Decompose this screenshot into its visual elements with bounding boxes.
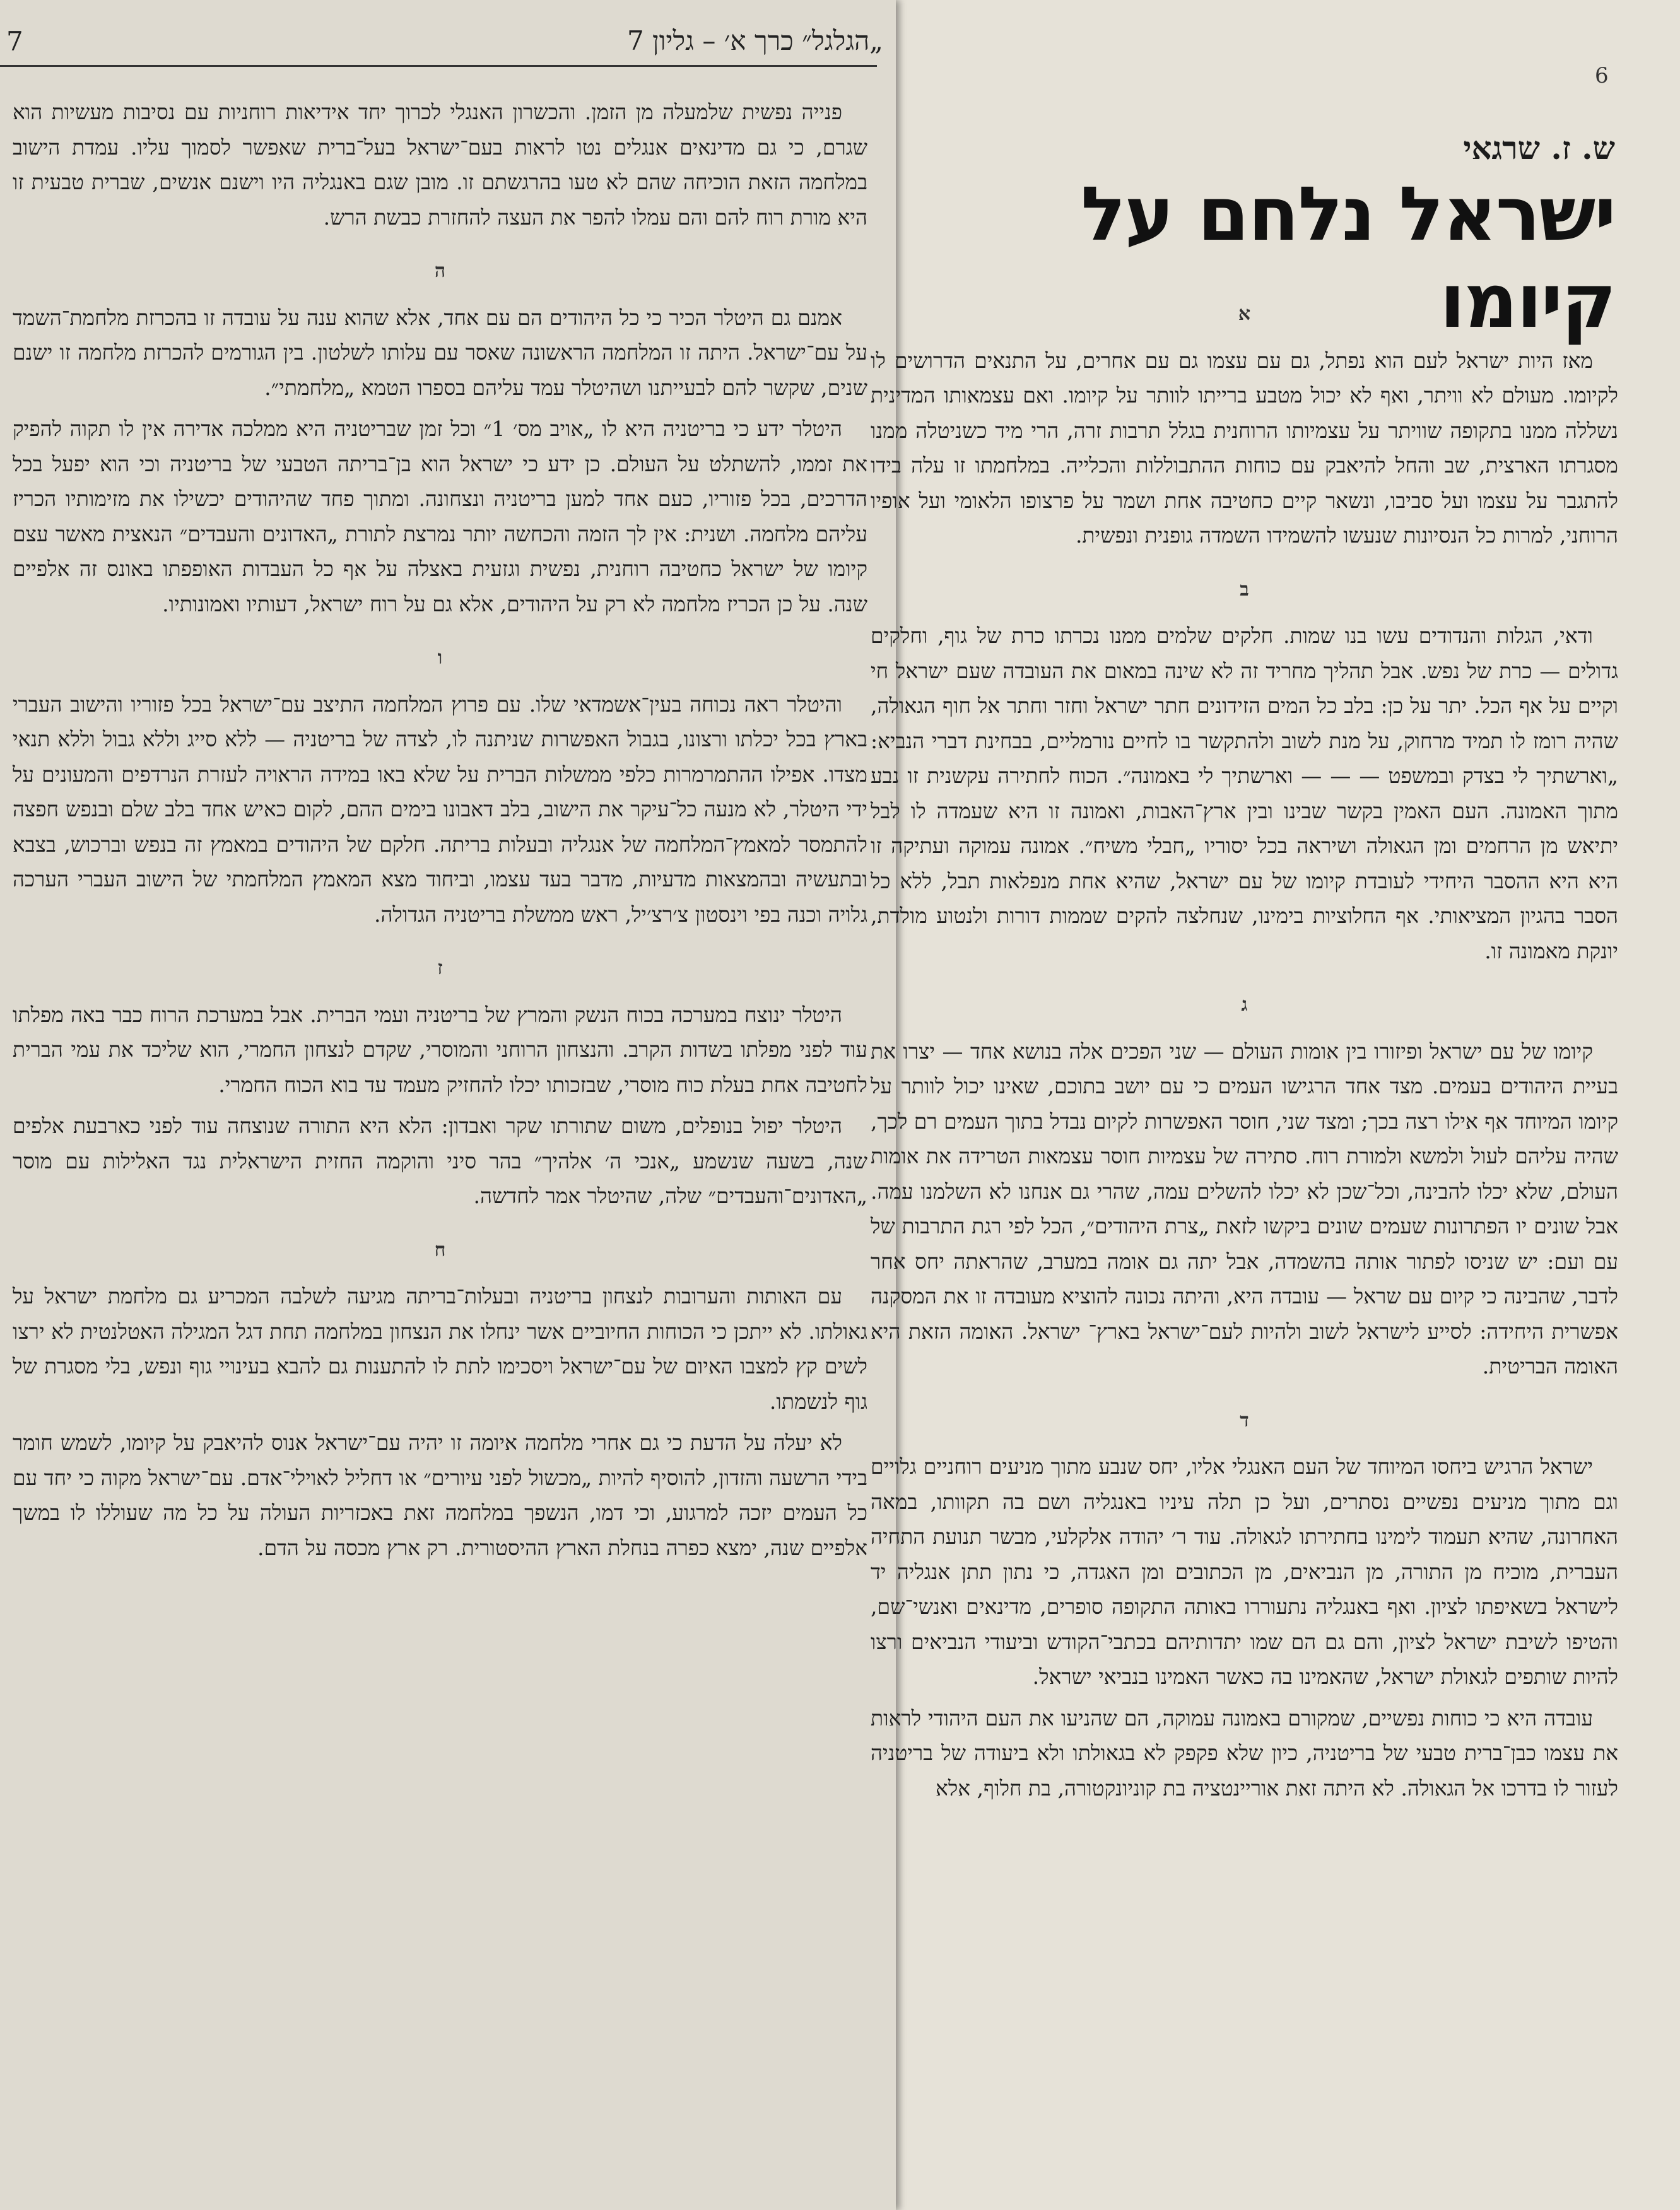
- body-paragraph: והיטלר ראה נכוחה בעין־אשמדאי שלו. עם פרוץ המלחמה התיצב עם־ישראל בכל פזוריו והישוב העברי בארץ בכל יכלתו ורצונו, בגבול האפשרות שניתנה לו, לצדה של בריטניה — ללא סייג וללא גבול וללא תנאי מצדו. אפילו ההתמרמרות כלפי ממשלות הברית על שלא באו במידה הראויה לעזרת הנרדפים והמעונים על ידי היטלר, לא מנעה כל־עיקר את הישוב, בלב דאבונו בימים ההם, לקום כאיש אחד בלב שלם ובנפש חפצה להתמסר למאמץ־המלחמה של אנגליה ובעלות בריתה. חלקם של היהודים במאמץ זה בנפש וברכוש, בצבא ובתעשיה ובהמצאות מדעיות, מדבר בעד עצמו, וביחוד מצא המאמץ המלחמתי של הישוב העברי הערכה גלויה וכנה בפי וינסטון צ׳רצ׳יל, ראש ממשלת בריטניה הגדולה.: [13, 691, 867, 927]
- page-number-right: 6: [1595, 63, 1609, 88]
- section-heading: ז: [437, 957, 443, 979]
- body-paragraph: היטלר ידע כי בריטניה היא לו „אויב מס׳ 1״ וכל זמן שבריטניה היא ממלכה אדירה אין לו תקוה להפיק את זממו, להשתלט על העולם. כן ידע כי ישראל הוא בן־בריתה הטבעי של בריטניה וכי הוא יפעל בכל הדרכים, בכל פזוריו, כעם אחד למען בריטניה ונצחונה. ומתוך פחד שהיהודים יכשילו את מזימותיו הכריז עליהם מלחמה. ושנית: אין לך הזמה והכחשה יותר נמרצת לתורת „האדונים והעבדים״ הנאצית מאשר עצם קיומו של ישראל כחטיבה רוחנית, נפשית וגזעית באצלה על אף כל העבדות האופפתו באונס זה אלפיים שנה. על כן הכריז מלחמה לא רק על היהודים, אלא גם על רוח ישראל, דעותיו ואמונותיו.: [13, 416, 867, 616]
- body-paragraph: היטלר ינוצח במערכה בכוח הנשק והמרץ של בריטניה ועמי הברית. אבל במערכת הרוח כבר באה מפלתו עוד לפני מפלתו בשדות הקרב. והנצחון הרוחני והמוסרי, שקדם לנצחון החמרי, הוא שליכד את עמי הברית לחטיבה אחת בעלת כוח מוסרי, שבזכותו יכלו להחזיק מעמד עד בוא הכוח החמרי.: [13, 1002, 867, 1097]
- body-paragraph: פנייה נפשית שלמעלה מן הזמן. והכשרון האנגלי לכרוך יחד אידיאות רוחניות עם נסיבות מעשיות הוא שגרם, כי גם מדינאים אנגלים נטו לראות בעם־ישראל בעל־ברית שאפשר לסמוך עליו. עמדת הישוב במלחמה הזאת הוכיחה שהם לא טעו בהרגשתם זו. מובן שגם באנגליה היו וישנם אנשים, שברית טבעית זו היא מורת רוח להם והם עמלו להפר את העצה להחזרת כבשת הרש.: [13, 100, 867, 230]
- body-paragraph: מאז היות ישראל לעם הוא נפתל, גם עם עצמו גם עם אחרים, על התנאים הדרושים לו לקיומו. מעולם לא וויתר, ואף לא יכול מטבע ברייתו לוותר על קיומו. ואם עצמאותו המדינית נשללה ממנו בתקופה שוויתר על עצמיותו הרוחנית בגלל תרבות זרה, הרי מיד כשניטלה ממנו מסגרתו הארצית, שב והחל להיאבק עם כוחות ההתבוללות והכלייה. במלחמתו זו עלה בידו להתגבר על עצמו ועל סביבו, ונשאר קיים כחטיבה אחת ושמר על פרצופו הלאומי ועל אופיו הרוחני, למרות כל הנסיונות שנעשו להשמידו השמדה גופנית ונפשית.: [871, 348, 1618, 548]
- body-paragraph: ודאי, הגלות והנדודים עשו בנו שמות. חלקים שלמים ממנו נכרתו כרת של גוף, וחלקים גדולים — כרת של נפש. אבל תהליך מחריד זה לא שינה במאום את העובדה שעם ישראל חי וקיים על אף הכל. יתר על כן: בלב כל המים הזידונים חתר ישראל וחזר וחתר אל חוף הגאולה, שהיה רומז לו תמיד מרחוק, על מנת לשוב ולהתקשר בו לחיים נורמליים, בבחינת דברי הנביא: „וארשתיך לי בצדק ובמשפט — — — וארשתיך לי באמונה״. הכוח לחתירה עקשנית זו נבע מתוך האמונה. העם האמין בקשר שבינו ובין ארץ־האבות, ואמונה זו היא שעמדה לו לבל יתיאש מן הרחמים ומן הגאולה ושיראה בכל יסוריו „חבלי משיח״. אמונה עמוקה ועתיקה זו היא היא ההסבר היחידי לעובדת קיומו של עם ישראל, שהיא אחת מנפלאות תבל, ללא כל הסבר בהגיון המציאותי. אף החלוציות בימינו, שנחלצה להקים שממות דורות ולנטוע מולדת, יונקת מאמונה זו.: [871, 623, 1618, 963]
- header-rule: [0, 65, 877, 67]
- section-heading: ג: [1241, 994, 1248, 1016]
- body-paragraph: היטלר יפול בנופלים, משום שתורתו שקר ואבדון: הלא היא התורה שנוצחה עוד לפני כארבעת אלפים שנה, בשעה שנשמע „אנכי ה׳ אלהיך״ בהר סיני והוקמה החזית הישראלית נגד האלילות עם מוסר „האדונים־והעבדים״ שלה, שהיטלר אמר לחדשה.: [13, 1114, 867, 1208]
- section-heading: ב: [1240, 578, 1249, 601]
- section-heading: א: [1238, 303, 1251, 325]
- body-paragraph: עובדה היא כי כוחות נפשיים, שמקורם באמונה עמוקה, הם שהניעו את העם היהודי לראות את עצמו כבן־ברית טבעי של בריטניה, כיון שלא פקפק לא בגאולתו ולא ביעודה של בריטניה לעזור לו בדרכו אל הגאולה. לא היתה זאת אוריינטציה בת קוניונקטורה, בת חלוף, אלא: [871, 1705, 1618, 1801]
- article-column-right: [871, 297, 1618, 1812]
- running-header: [6, 19, 883, 63]
- body-paragraph: לא יעלה על הדעת כי גם אחרי מלחמה איומה זו יהיה עם־ישראל אנוס להיאבק על קיומו, לשמש חומר בידי הרשעה והזדון, להוסיף להיות „מכשול לפני עיורים״ או דחליל לאוילי־אדם. עם־ישראל מקוה כי יחד עם כל העמים יזכה למרגוע, וכי דמו, הנשפך במלחמה זאת באכזריות העולה על כל מה שעוללו לו במשך אלפיים שנה, ימצא כפרה בנחלת הארץ ההיסטורית. רק ארץ מכסה על הדם.: [13, 1430, 867, 1560]
- body-paragraph: אמנם גם היטלר הכיר כי כל היהודים הם עם אחד, אלא שהוא ענה על עובדה זו בהכרזת מלחמת־השמד על עם־ישראל. היתה זו המלחמה הראשונה שאסר עם עלותו לשלטון. בין הגורמים להכרזת מלחמה זו ישנם שנים, שקשר להם לבעייתנו ושהיטלר עמד עליהם בספרו הטמא „מלחמתי״.: [13, 305, 867, 400]
- section-heading: ד: [1240, 1409, 1249, 1431]
- page-number-left: 7: [6, 25, 23, 57]
- section-heading: ו: [437, 647, 443, 669]
- section-heading: ה: [434, 260, 446, 282]
- article-column-left: [13, 95, 867, 1572]
- body-paragraph: קיומו של עם ישראל ופיזורו בין אומות העולם — שני הפכים אלה בנושא אחד — יצרו את בעיית היהודים בעמים. מצד אחד הרגישו העמים כי עם יושב בתוכם, שאינו יכול לוותר על קיומו המיוחד אף אילו רצה בכך; ומצד שני, חוסר האפשרות לקיום נבדל בתוך העמים רם לכך, שהיה עליהם לעול ולמשא ולמורת רוח. סתירה של עצמיות חוסר עצמאות הטרידה את אומות העולם, שלא יכלו להבינה, וכל־שכן לא יכלו להשלים עמה, שהרי גם אנחנו לא השלמנו עמה. אבל שונים יו הפתרונות שעמים שונים ביקשו לזאת „צרת היהודים״, הכל לפי רגת התרבות של עם ועם: יש שניסו לפתור אותה בהשמדה, אבל יתה גם אומה במערב, שהראתה יחס אחר לדבר, שהבינה כי קיום עם שראל — עובדה היא, והיתה נכונה להוציא מעובדה זו את המסקנה אפשרית היחידה: לסייע לישראל לשוב ולהיות לעם־ישראל בארץ־ ישראל. האומה הזאת היא האומה הבריטית.: [871, 1038, 1618, 1378]
- article-title: ישראל נלחם על קיומו: [1081, 170, 1615, 344]
- running-title: „הגלגל״ כרך א׳ – גליון 7: [626, 25, 883, 56]
- section-heading: ח: [434, 1238, 446, 1261]
- author-byline: ש. ז. שרגאי: [1463, 129, 1615, 167]
- body-paragraph: עם האותות והערובות לנצחון בריטניה ובעלות־בריתה מגיעה לשלבה המכריע גם מלחמת ישראל על גאולתו. לא ייתכן כי הכוחות החיוביים אשר ינחלו את הנצחון במלחמה תחת דגל המגילה האטלנטית לא ירצו לשים קץ למצבו האיום של עם־ישראל ויסכימו לתת לו להתענות גם להבא בעינויי גוף ונפש, בלי מסגרת של גוף לנשמתו.: [13, 1284, 867, 1414]
- body-paragraph: ישראל הרגיש ביחסו המיוחד של העם האנגלי אליו, יחס שנבע מתוך מניעים רוחניים גלויים וגם מתוך מניעים נפשיים נסתרים, ועל כן תלה עיניו באנגליה ושם בה תקוותו, במאה האחרונה, שהיא תעמוד לימינו בחתירתו לגאולה. עוד ר׳ יהודה אלקלעי, מבשר תנועת התחיה העברית, מוכיח מן התורה, מן הנביאים, מן הכתובים ומן האגדה, כי נתון תתן אנגליה יד לישראל בשאיפתו לציון. ואף באנגליה נתעוררו באותה התקופה סופרים, מדינאים ואנשי־שם, והטיפו לשיבת ישראל לציון, והם גם הם שמו יתדותיהם בכתבי־הקודש וביעודי הנביאים ורצו להיות שותפים לגאולת ישראל, שהאמינו בה כאשר האמינו בנביאי ישראל.: [871, 1454, 1618, 1689]
